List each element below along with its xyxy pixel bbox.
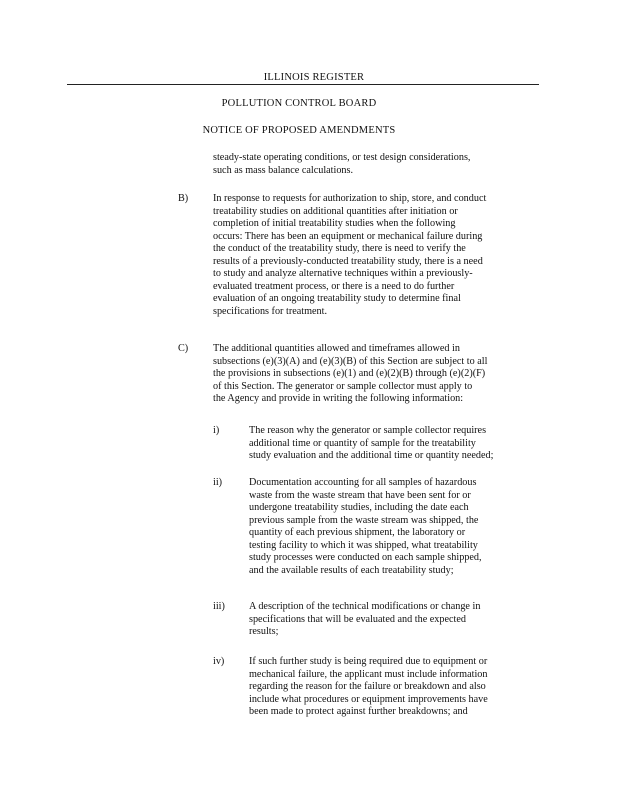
- text-line: The reason why the generator or sample collector requires: [249, 425, 487, 436]
- subitem-text: [249, 425, 544, 463]
- text-line: specifications that will be evaluated and the expected: [249, 613, 466, 625]
- subitem-label: iii): [213, 601, 225, 612]
- paragraph-label: B): [178, 193, 189, 204]
- subitem-label: i): [213, 425, 220, 436]
- text-line: treatability studies on additional quantities after initiation or: [213, 205, 458, 217]
- text-line: evaluation of an ongoing treatability study to determine final: [213, 293, 461, 304]
- text-line: previous sample from the waste stream was shipped, the: [249, 514, 479, 526]
- board-title: POLLUTION CONTROL BOARD: [221, 98, 377, 109]
- text-line: been made to protect against further breakdowns; and: [249, 706, 468, 717]
- text-line: results of a previously-conducted treatability study, there is a need: [213, 255, 483, 267]
- register-title: ILLINOIS REGISTER: [263, 72, 365, 83]
- text-line: regarding the reason for the failure or breakdown and also: [249, 681, 486, 692]
- text-line: The additional quantities allowed and timeframes allowed in: [213, 343, 460, 354]
- text-line: subsections (e)(3)(A) and (e)(3)(B) of this Section are subject to all: [213, 355, 488, 367]
- text-line: testing facility to which it was shipped, what treatability: [249, 539, 478, 551]
- text-line: the Agency and provide in writing the following information:: [213, 393, 464, 404]
- text-line: include what procedures or equipment improvements have: [249, 693, 488, 705]
- notice-title: NOTICE OF PROPOSED AMENDMENTS: [202, 125, 396, 136]
- text-line: and the available results of each treatability study;: [249, 564, 454, 576]
- text-line: results;: [249, 626, 279, 637]
- text-line: If such further study is being required due to equipment or: [249, 656, 488, 667]
- text-line: steady-state operating conditions, or test design considerations,: [213, 152, 471, 163]
- text-line: Documentation accounting for all samples of hazardous: [249, 477, 477, 488]
- text-line: study evaluation and the additional time or quantity needed;: [249, 450, 494, 461]
- text-line: completion of initial treatability studies when the following: [213, 218, 456, 229]
- text-line: A description of the technical modifications or change in: [249, 601, 481, 612]
- text-line: the conduct of the treatability study, there is need to verify the: [213, 243, 466, 254]
- text-line: additional time or quantity of sample for the treatability: [249, 437, 476, 449]
- continuation-text: [213, 152, 543, 177]
- text-line: occurs: There has been an equipment or mechanical failure during: [213, 230, 483, 242]
- subitem-text: [249, 477, 544, 577]
- text-line: quantity of each previous shipment, the laboratory or: [249, 527, 466, 538]
- text-line: undergone treatability studies, including the date each: [249, 502, 469, 513]
- text-line: such as mass balance calculations.: [213, 164, 354, 176]
- text-line: mechanical failure, the applicant must include information: [249, 668, 488, 680]
- subitem-text: [249, 601, 544, 639]
- text-line: In response to requests for authorization to ship, store, and conduct: [213, 193, 487, 204]
- paragraph-text: [213, 193, 543, 318]
- subitem-label: iv): [213, 656, 225, 667]
- text-line: evaluated treatment process, or there is a need to do further: [213, 280, 455, 292]
- text-line: of this Section. The generator or sample collector must apply to: [213, 380, 473, 392]
- text-line: study processes were conducted on each sample shipped,: [249, 552, 482, 563]
- text-line: to study and analyze alternative techniques within a previously-: [213, 268, 473, 279]
- subitem-label: ii): [213, 477, 223, 488]
- paragraph-text: [213, 343, 543, 406]
- paragraph-label: C): [178, 343, 189, 354]
- subitem-text: [249, 656, 544, 719]
- text-line: specifications for treatment.: [213, 305, 327, 317]
- text-line: waste from the waste stream that have been sent for or: [249, 489, 471, 501]
- text-line: the provisions in subsections (e)(1) and (e)(2)(B) through (e)(2)(F): [213, 368, 486, 379]
